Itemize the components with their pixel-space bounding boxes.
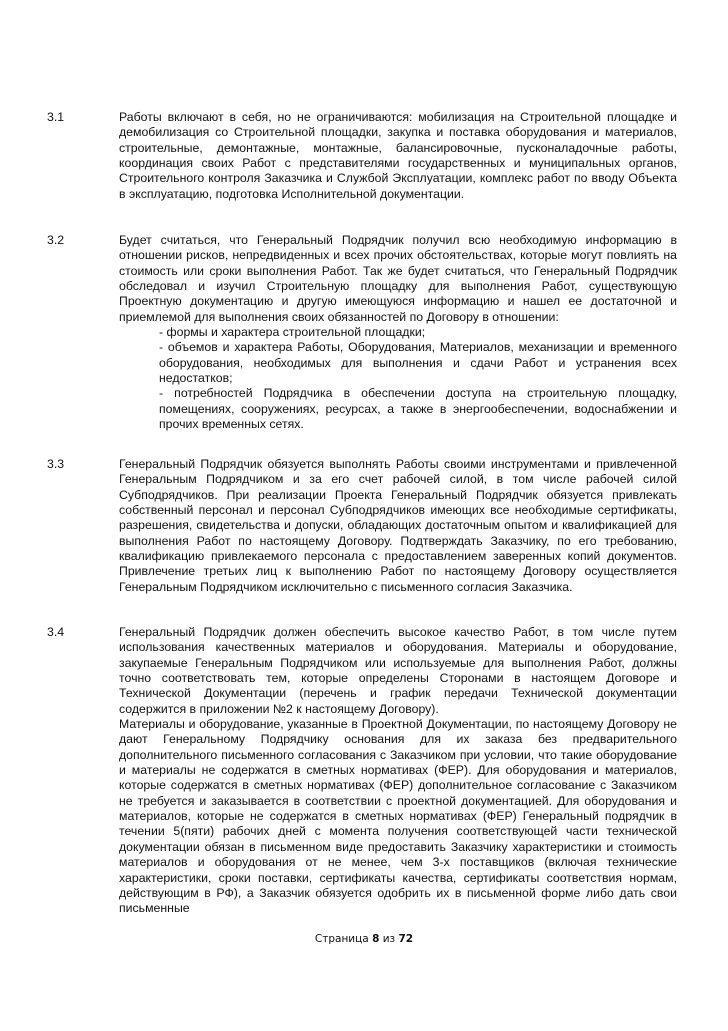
clause-paragraph: Генеральный Подрядчик обязуется выполнять Работы своими инструментами и привлеченной Генеральным Подрядчиком и за его счет рабочей силой, в том числе рабочей силой Субподрядчиков. При реализации Проекта Генеральный Подрядчик обязуется привлекать собственный персонал и персонал Субподрядчиков имеющих все необходимые сертификаты, разрешения, свидетельства и допуски, обладающих достаточным опытом и квалификацией для выполнения Работ по настоящему Договору. Подтверждать Заказчику, по его требованию, квалификацию привлекаемого персонала с предоставлением заверенных копий документов. Привлечение третьих лиц к выполнению Работ по настоящему Договору осуществляется Генеральным Подрядчиком исключительно с письменного согласия Заказчика.	[119, 457, 677, 594]
clause-number: 3.3	[47, 457, 65, 471]
list-item: - потребностей Подрядчика в обеспечении доступа на строительную площадку, помещениях, сооружениях, ресурсах, а также в энергообеспечении, водоснабжении и прочих временных сетях.	[159, 386, 677, 432]
clause-paragraph: Материалы и оборудование, указанные в Проектной Документации, по настоящему Договору не дают Генеральному Подрядчику основания для их заказа без предварительного дополнительного письменного согласования с Заказчиком при условии, что такие оборудование и материалы не содержатся в сметных нормативах (ФЕР). Для оборудования и материалов, которые содержатся в сметных нормативах (ФЕР) дополнительное согласование с Заказчиком не требуется и заказывается в соответствии с проектной документацией. Для оборудования и материалов, которые не содержатся в сметных нормативах (ФЕР) Генеральный подрядчик в течении 5(пяти) рабочих дней с момента получения соответствующей части технической документации обязан в письменном виде предоставить Заказчику характеристики и стоимость материалов и оборудования от не менее, чем 3-х поставщиков (включая технические характеристики, сроки поставки, сертификаты качества, сертификаты соответствия нормам, действующим в РФ), а Заказчик обязуется одобрить их в письменной форме либо дать свои письменные	[119, 717, 677, 916]
clause-body	[119, 233, 677, 432]
clause-body	[119, 457, 677, 595]
clause-body	[119, 110, 677, 202]
clause-number: 3.1	[47, 110, 65, 124]
page-footer	[0, 933, 728, 945]
clause-paragraph: Работы включают в себя, но не ограничиваются: мобилизация на Строительной площадке и демобилизация со Строительной площадки, закупка и поставка оборудования и материалов, строительные, демонтажные, монтажные, балансировочные, пусконаладочные работы, координация своих Работ с представителями государственных и муниципальных органов, Строительного контроля Заказчика и Службой Эксплуатации, комплекс работ по вводу Объекта в эксплуатацию, подготовка Исполнительной документации.	[119, 110, 677, 201]
clause-paragraph: Будет считаться, что Генеральный Подрядчик получил всю необходимую информацию в отношении рисков, непредвиденных и всех прочих обстоятельствах, которые могут повлиять на стоимость или сроки выполнения Работ. Так же будет считаться, что Генеральный Подрядчик обследовал и изучил Строительную площадку для выполнения Работ, существующую Проектную документацию и другую имеющуюся информацию и нашел ее достаточной и приемлемой для выполнения своих обязанностей по Договору в отношении:	[119, 233, 677, 324]
footer-prefix: Страница	[314, 933, 369, 945]
list-item: - объемов и характера Работы, Оборудования, Материалов, механизации и временного оборудования, необходимых для выполнения и сдачи Работ и устранения всех недостатков;	[159, 340, 677, 386]
footer-page-number: 8	[372, 933, 380, 945]
footer-total-pages: 72	[398, 933, 414, 945]
clause-paragraph: Генеральный Подрядчик должен обеспечить высокое качество Работ, в том числе путем использования качественных материалов и оборудования. Материалы и оборудование, закупаемые Генеральным Подрядчиком или используемые для выполнения Работ, должны точно соответствовать тем, которые определены Сторонами в настоящем Договоре и Технической Документации (перечень и график передачи Технической документации содержится в приложении №2 к настоящему Договору).	[119, 625, 677, 716]
clause-body	[119, 625, 677, 917]
clause-number: 3.4	[47, 625, 65, 639]
footer-separator: из	[382, 933, 396, 945]
clause-number: 3.2	[47, 233, 65, 247]
list-item: - формы и характера строительной площадки;	[159, 325, 426, 340]
